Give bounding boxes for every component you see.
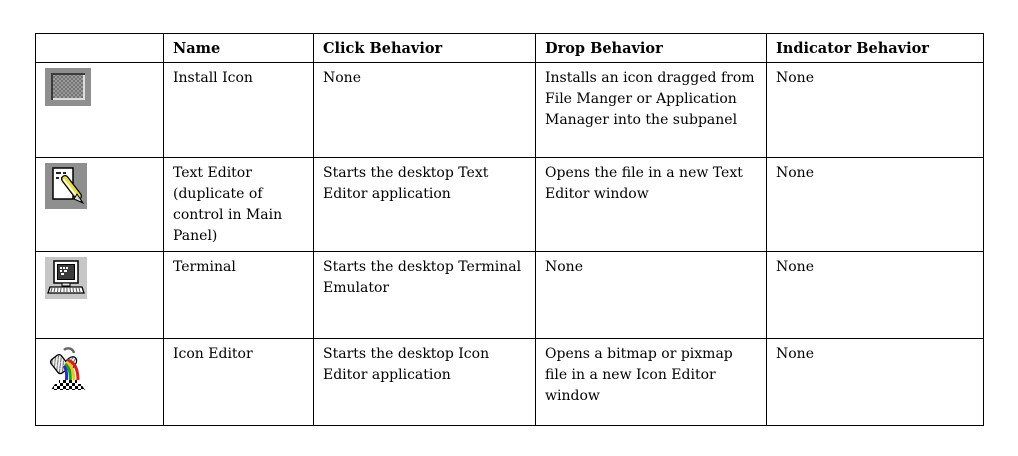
cell-indicator-behavior: None: [767, 158, 984, 252]
text-editor-icon-cell: [36, 158, 164, 252]
header-row: [36, 34, 984, 63]
icon-editor-icon: [45, 344, 91, 394]
table-row: [36, 158, 984, 252]
cell-click-behavior: Starts the desktop Text Editor application: [314, 158, 536, 252]
cell-indicator-behavior: None: [767, 252, 984, 339]
cell-name: Terminal: [164, 252, 314, 339]
icon-editor-icon-cell: [36, 339, 164, 426]
cell-name: Text Editor (duplicate of control in Main Panel): [164, 158, 314, 252]
cell-drop-behavior: Opens the file in a new Text Editor window: [536, 158, 767, 252]
table-row: [36, 252, 984, 339]
cell-indicator-behavior: None: [767, 339, 984, 426]
cell-click-behavior: Starts the desktop Icon Editor application: [314, 339, 536, 426]
install-icon: [45, 68, 91, 106]
cell-drop-behavior: None: [536, 252, 767, 339]
table-row: [36, 339, 984, 426]
cell-indicator-behavior: None: [767, 63, 984, 158]
subpanel-controls-table-wrap: [35, 33, 984, 426]
header-click-behavior: Click Behavior: [314, 34, 536, 63]
terminal-icon-cell: [36, 252, 164, 339]
text-editor-icon: [45, 163, 87, 209]
cell-drop-behavior: Installs an icon dragged from File Manger or Application Manager into the subpanel: [536, 63, 767, 158]
cell-drop-behavior: Opens a bitmap or pixmap file in a new Icon Editor window: [536, 339, 767, 426]
cell-name: Icon Editor: [164, 339, 314, 426]
terminal-icon: [45, 257, 87, 299]
cell-click-behavior: None: [314, 63, 536, 158]
header-icon-column: [36, 34, 164, 63]
cell-name: Install Icon: [164, 63, 314, 158]
table-row: [36, 63, 984, 158]
header-indicator-behavior: Indicator Behavior: [767, 34, 984, 63]
subpanel-controls-table: [35, 33, 984, 426]
cell-click-behavior: Starts the desktop Terminal Emulator: [314, 252, 536, 339]
install-icon-cell: [36, 63, 164, 158]
header-drop-behavior: Drop Behavior: [536, 34, 767, 63]
header-name: Name: [164, 34, 314, 63]
